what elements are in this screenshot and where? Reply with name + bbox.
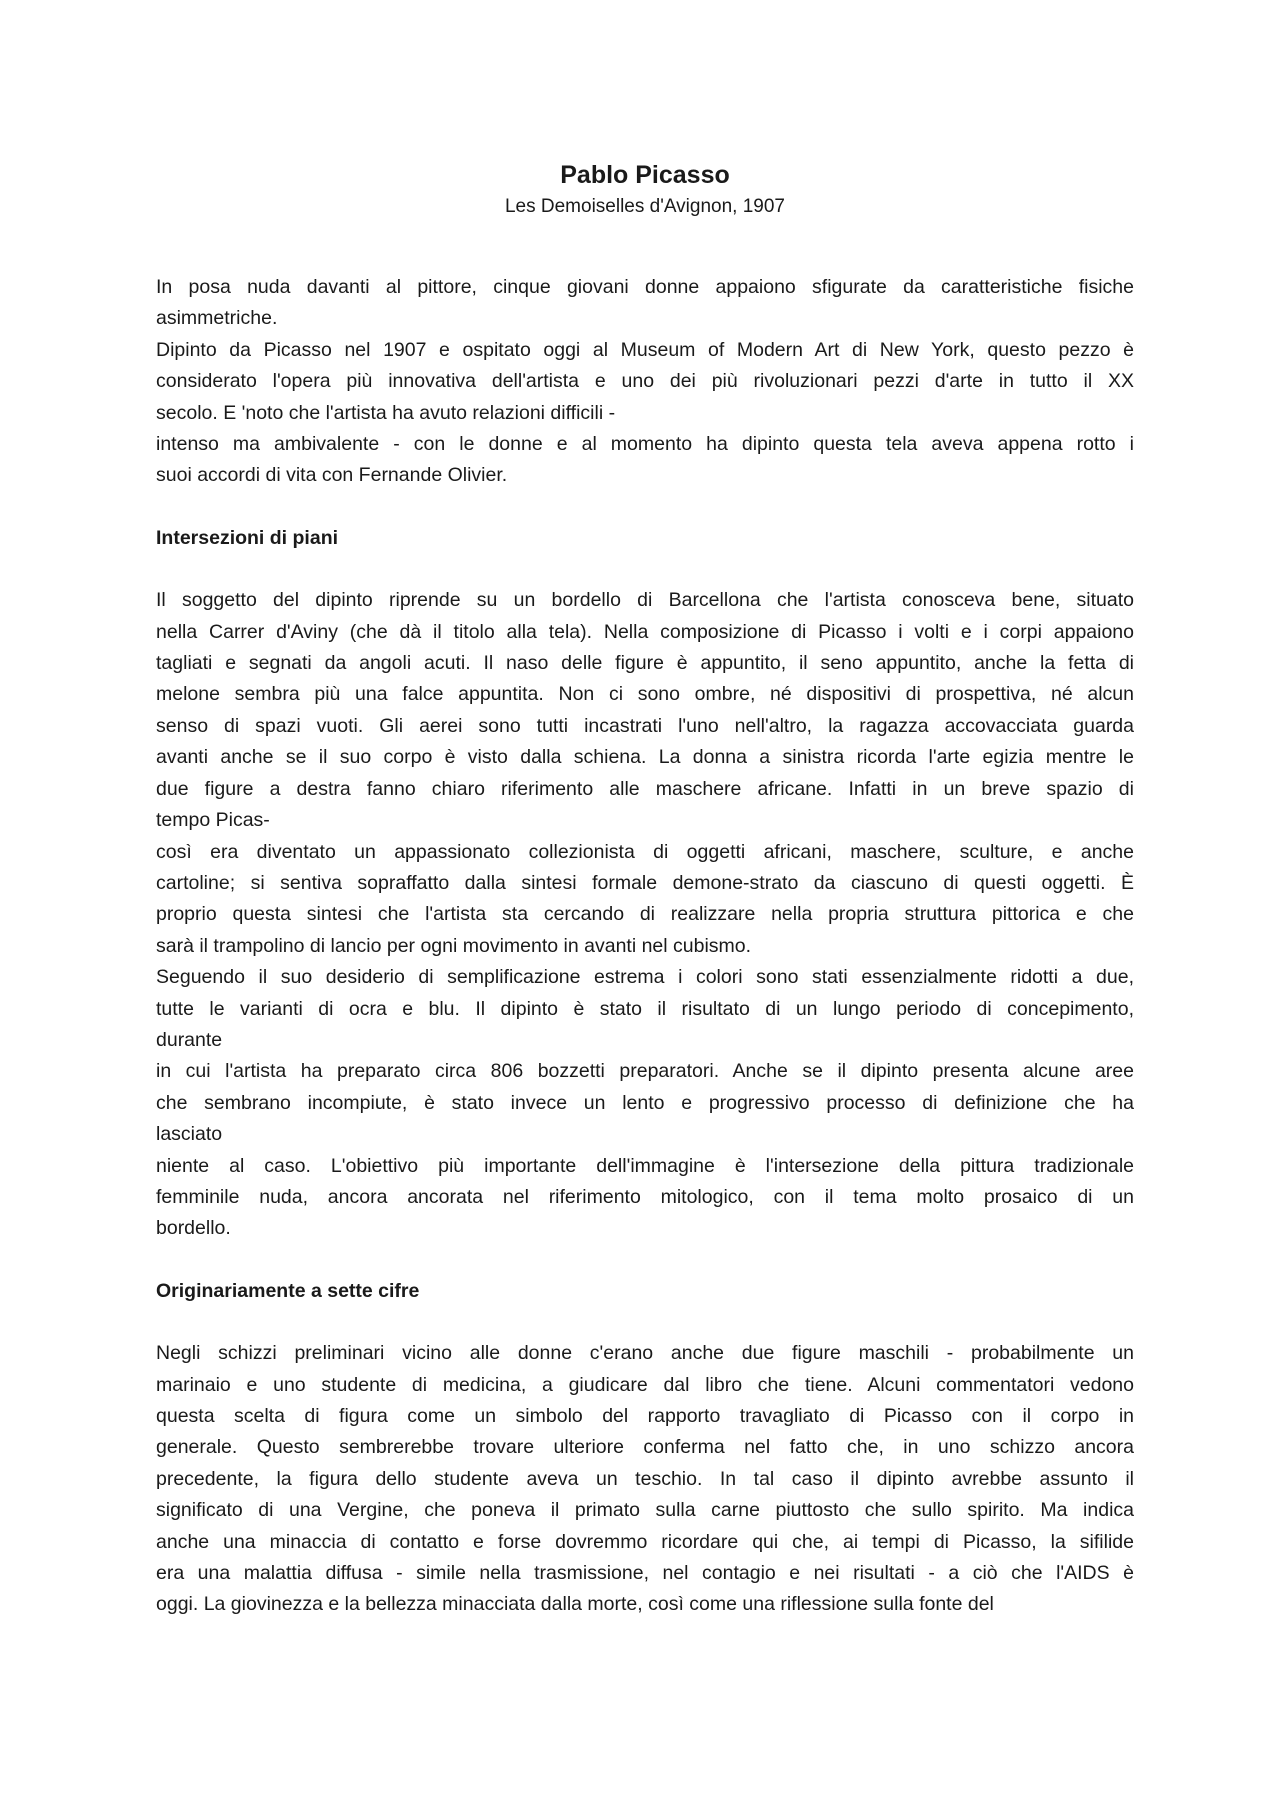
text-line: Il soggetto del dipinto riprende su un bordello di Barcellona che l'artista conosceva bene, situato [156, 589, 1134, 612]
text-line: generale. Questo sembrerebbe trovare ulteriore conferma nel fatto che, in uno schizzo ancora [156, 1436, 1134, 1459]
text-line: durante [156, 1028, 223, 1051]
paragraph [156, 1338, 1134, 1621]
paragraph [156, 429, 1134, 492]
text-line: anche una minaccia di contatto e forse dovremmo ricordare qui che, ai tempi di Picasso, la sifilide [156, 1530, 1134, 1553]
paragraph [156, 272, 1134, 335]
text-line: due figure a destra fanno chiaro riferimento alle maschere africane. Infatti in un breve spazio di [156, 777, 1134, 800]
text-line: tutte le varianti di ocra e blu. Il dipinto è stato il risultato di un lungo periodo di concepimento, [156, 997, 1134, 1020]
text-line: niente al caso. L'obiettivo più importante dell'immagine è l'intersezione della pittura tradizionale [156, 1154, 1134, 1177]
text-line: femminile nuda, ancora ancorata nel riferimento mitologico, con il tema molto prosaico di un [156, 1185, 1134, 1208]
document-body [156, 272, 1134, 1621]
paragraph [156, 335, 1134, 429]
document-title: Pablo Picasso [560, 161, 730, 189]
text-line: marinaio e uno studente di medicina, a giudicare dal libro che tiene. Alcuni commentatori vedono [156, 1373, 1134, 1396]
text-line: cartoline; si sentiva sopraffatto dalla sintesi formale demone-strato da ciascuno di questi oggetti. È [156, 871, 1134, 894]
text-line: In posa nuda davanti al pittore, cinque giovani donne appaiono sfigurate da caratteristiche fisiche [156, 276, 1134, 298]
text-line: Dipinto da Picasso nel 1907 e ospitato oggi al Museum of Modern Art di New York, questo pezzo è [156, 338, 1134, 361]
text-line: Negli schizzi preliminari vicino alle donne c'erano anche due figure maschili - probabilmente un [156, 1342, 1134, 1365]
text-line: questa scelta di figura come un simbolo del rapporto travagliato di Picasso con il corpo in [156, 1405, 1134, 1427]
text-line: melone sembra più una falce appuntita. Non ci sono ombre, né dispositivi di prospettiva, né alcun [156, 683, 1134, 706]
text-line: tagliati e segnati da angoli acuti. Il naso delle figure è appuntito, il seno appuntito, anche la fetta di [156, 652, 1134, 675]
text-line: suoi accordi di vita con Fernande Olivier. [156, 464, 508, 487]
text-line: senso di spazi vuoti. Gli aerei sono tutti incastrati l'uno nell'altro, la ragazza accovacciata guarda [156, 714, 1134, 737]
paragraph [156, 1056, 1134, 1150]
text-line: bordello. [156, 1217, 231, 1240]
text-line: così era diventato un appassionato collezionista di oggetti africani, maschere, sculture, e anche [156, 840, 1134, 863]
text-line: intenso ma ambivalente - con le donne e al momento ha dipinto questa tela aveva appena rotto i [156, 433, 1134, 456]
text-line: considerato l'opera più innovativa dell'artista e uno dei più rivoluzionari pezzi d'arte in tutto il XX [156, 370, 1134, 393]
text-line: sarà il trampolino di lancio per ogni movimento in avanti nel cubismo. [156, 934, 752, 957]
text-line: significato di una Vergine, che poneva il primato sulla carne piuttosto che sullo spirito. Ma indica [156, 1499, 1134, 1522]
paragraph [156, 962, 1134, 1056]
paragraph [156, 837, 1134, 963]
section-heading: Originariamente a sette cifre [156, 1279, 420, 1302]
text-line: secolo. E 'noto che l'artista ha avuto relazioni difficili - [156, 401, 616, 424]
text-line: in cui l'artista ha preparato circa 806 bozzetti preparatori. Anche se il dipinto presenta alcune aree [156, 1060, 1134, 1083]
text-line: Seguendo il suo desiderio di semplificazione estrema i colori sono stati essenzialmente ridotti a due, [156, 966, 1134, 989]
document-page [156, 158, 1134, 1621]
text-line: asimmetriche. [156, 307, 278, 330]
text-line: era una malattia diffusa - simile nella trasmissione, nel contagio e nei risultati - a ciò che l'AIDS è [156, 1562, 1134, 1585]
text-line: tempo Picas- [156, 809, 270, 832]
text-line: proprio questa sintesi che l'artista sta cercando di realizzare nella propria struttura pittorica e che [156, 903, 1134, 926]
paragraph [156, 585, 1134, 836]
text-line: precedente, la figura dello studente aveva un teschio. In tal caso il dipinto avrebbe assunto il [156, 1467, 1134, 1490]
section-heading: Intersezioni di piani [156, 526, 339, 549]
paragraph [156, 1151, 1134, 1245]
text-line: nella Carrer d'Aviny (che dà il titolo alla tela). Nella composizione di Picasso i volti e i corpi appaiono [156, 620, 1134, 643]
document-subtitle: Les Demoiselles d'Avignon, 1907 [504, 196, 785, 217]
text-line: oggi. La giovinezza e la bellezza minacciata dalla morte, così come una riflessione sulla fonte del [156, 1593, 994, 1616]
text-line: lasciato [156, 1123, 223, 1146]
text-line: che sembrano incompiute, è stato invece un lento e progressivo processo di definizione che ha [156, 1091, 1134, 1114]
text-line: avanti anche se il suo corpo è visto dalla schiena. La donna a sinistra ricorda l'arte egizia mentre le [156, 746, 1134, 769]
